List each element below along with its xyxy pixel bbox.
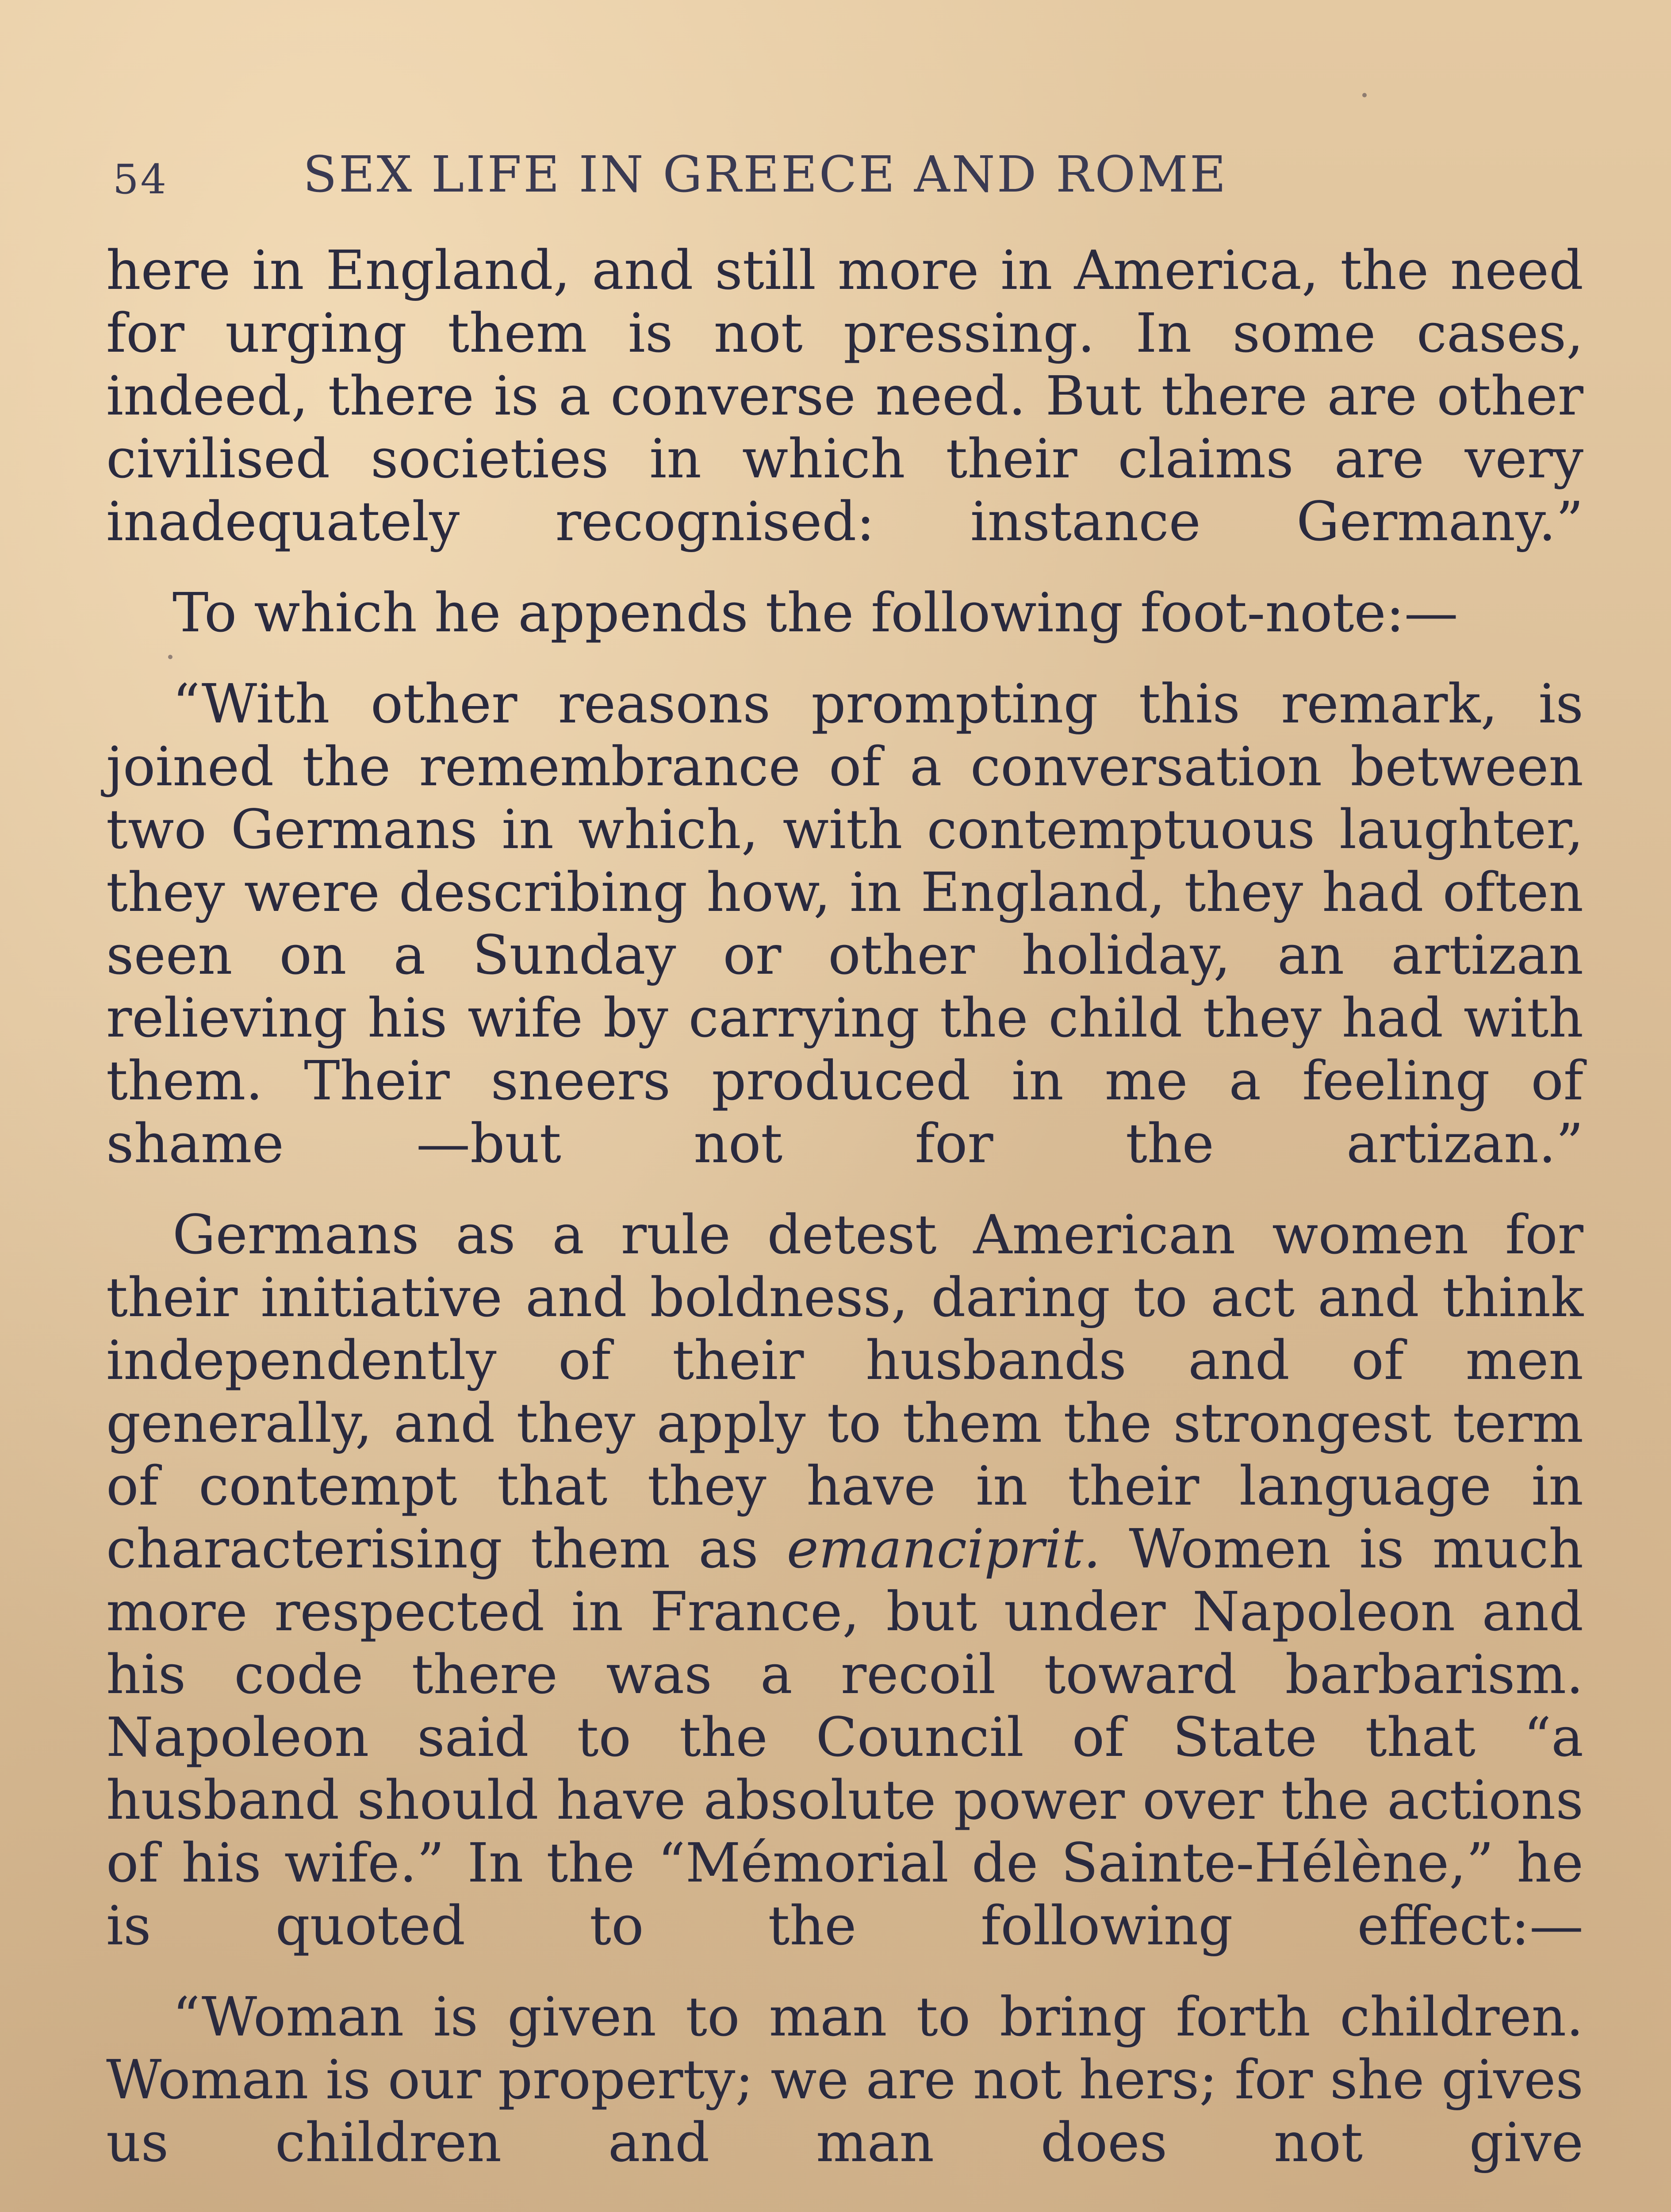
paragraph-4	[106, 1203, 1583, 1957]
page-number: 54	[113, 156, 169, 203]
paragraph-2: To which he appends the following foot-note:—	[172, 581, 1458, 644]
paragraph-4-rest: Women is much more respected in France, but under Napoleon and his code there was a recoil toward barbarism. Napoleon said to the Council of State that “a husband should have absolute power over the actions of his wife.” In the “Mémorial de Sainte-Hélène,” he is quoted to the following effect:—	[106, 1517, 1584, 1957]
paper-speck	[168, 655, 172, 659]
italic-term: emanciprit.	[786, 1517, 1101, 1580]
running-head	[113, 146, 1581, 212]
paper-speck	[1362, 93, 1367, 97]
body-text	[106, 239, 1583, 2202]
paragraph-1: here in England, and still more in America, the need for urging them is not pressing. In some cases, indeed, there is a converse need. But there are other civilised societies in which their claims are very inadequately recognised: instance Germany.”	[106, 239, 1583, 553]
paragraph-3: “With other reasons prompting this remark, is joined the remembrance of a conversation between two Germans in which, with contemptuous laughter, they were describing how, in England, they had often seen on a Sunday or other holiday, an artizan relieving his wife by carrying the child they had with them. Their sneers produced in me a feeling of shame —but not for the artizan.”	[106, 672, 1583, 1175]
paragraph-4-lead: Germans as a rule detest American women for their initiative and boldness, daring to act and think independently of their husbands and of men generally, and they apply to them the strongest term of contempt that they have in their language in characterising them as	[106, 1203, 1583, 1580]
paragraph-5: “Woman is given to man to bring forth children. Woman is our property; we are not hers; for she gives us children and man does not give	[106, 1985, 1583, 2174]
running-head-title: SEX LIFE IN GREECE AND ROME	[303, 146, 1228, 204]
